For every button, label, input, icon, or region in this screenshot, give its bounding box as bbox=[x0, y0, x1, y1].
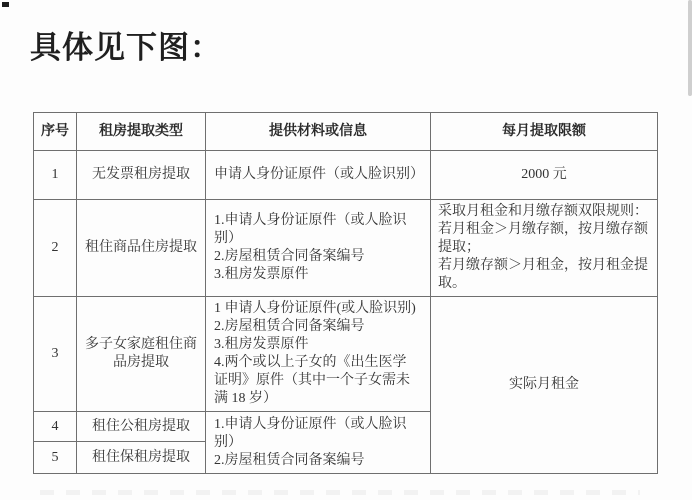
table-row bbox=[34, 151, 658, 200]
cell-type-5: 租住保租房提取 bbox=[77, 442, 206, 474]
material-line: 2.房屋租赁合同备案编号 bbox=[214, 452, 365, 468]
cell-materials-3 bbox=[206, 297, 431, 412]
cell-seq-3: 3 bbox=[34, 297, 77, 412]
page-title: 具体见下图： bbox=[30, 30, 222, 65]
cell-limit-1: 2000 元 bbox=[431, 151, 658, 200]
cell-seq-4: 4 bbox=[34, 412, 77, 442]
cell-limit-2 bbox=[431, 200, 658, 297]
material-line: 1.申请人身份证原件（或人脸识别） bbox=[214, 416, 407, 450]
material-line: 2.房屋租赁合同备案编号 bbox=[214, 249, 365, 264]
cell-type-4: 租住公租房提取 bbox=[77, 412, 206, 442]
header-seq: 序号 bbox=[34, 113, 77, 151]
limit-rule-line: 若月缴存额＞月租金，按月租金提取。 bbox=[438, 258, 648, 291]
cell-limit-3-5-merged: 实际月租金 bbox=[431, 297, 658, 474]
cell-seq-5: 5 bbox=[34, 442, 77, 474]
table-row bbox=[34, 200, 658, 297]
cell-type-3: 多子女家庭租住商品房提取 bbox=[77, 297, 206, 412]
cell-materials-4-5-merged bbox=[206, 412, 431, 474]
cell-type-2: 租住商品住房提取 bbox=[77, 200, 206, 297]
material-line: 申请人身份证原件（或人脸识别） bbox=[214, 167, 424, 182]
rental-withdrawal-table bbox=[33, 112, 658, 474]
material-line: 1.申请人身份证原件（或人脸识别） bbox=[214, 213, 407, 246]
header-row bbox=[34, 113, 658, 151]
limit-rule-line: 若月租金＞月缴存额，按月缴存额提取； bbox=[438, 222, 648, 255]
cell-materials-1 bbox=[206, 151, 431, 200]
material-line: 2.房屋租赁合同备案编号 bbox=[214, 319, 365, 334]
cell-materials-2 bbox=[206, 200, 431, 297]
cell-type-1: 无发票租房提取 bbox=[77, 151, 206, 200]
header-type: 租房提取类型 bbox=[77, 113, 206, 151]
material-line: 4.两个或以上子女的《出生医学证明》原件（其中一个子女需未满 18 岁） bbox=[214, 355, 410, 406]
scrollbar-thumb[interactable] bbox=[688, 0, 692, 96]
header-limit: 每月提取限额 bbox=[431, 113, 658, 151]
material-line: 3.租房发票原件 bbox=[214, 267, 309, 282]
cell-seq-1: 1 bbox=[34, 151, 77, 200]
limit-rule-line: 采取月租金和月缴存额双限规则： bbox=[438, 204, 648, 219]
jpeg-ghost-artifact bbox=[40, 490, 640, 495]
header-materials: 提供材料或信息 bbox=[206, 113, 431, 151]
cell-seq-2: 2 bbox=[34, 200, 77, 297]
corner-artifact bbox=[2, 2, 9, 7]
table-row bbox=[34, 297, 658, 412]
material-line: 1 申请人身份证原件(或人脸识别) bbox=[214, 301, 416, 316]
material-line: 3.租房发票原件 bbox=[214, 337, 309, 352]
